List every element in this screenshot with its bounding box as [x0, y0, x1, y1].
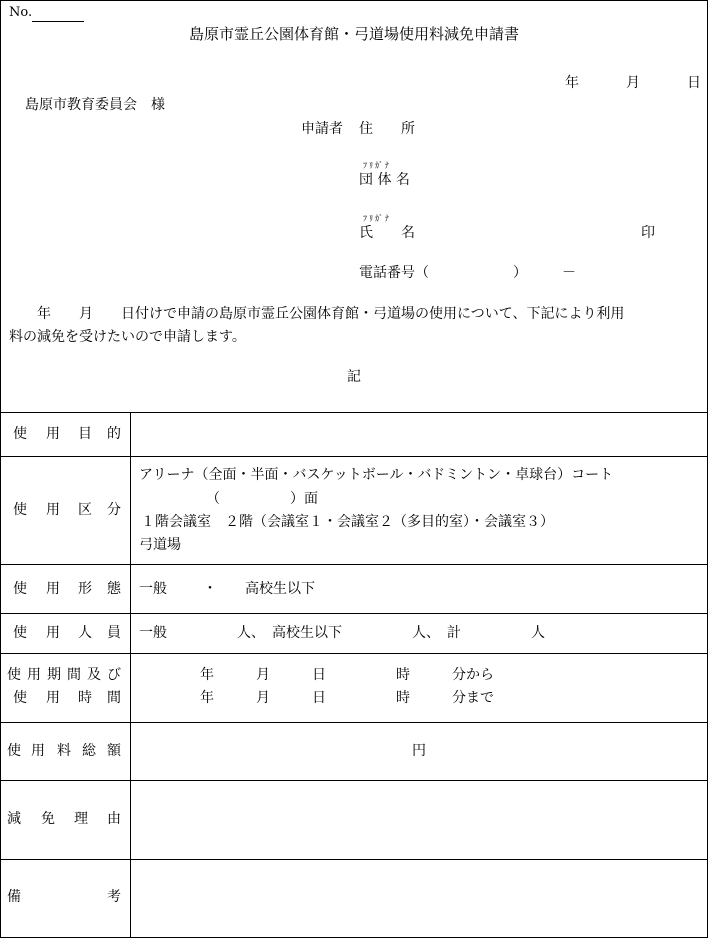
row-divider — [1, 613, 707, 614]
body-line-2: 料の減免を受けたいので申請します。 — [9, 329, 246, 345]
phone-label: 電話番号（ ） － — [359, 265, 576, 281]
date-day: 日 — [687, 75, 701, 91]
remarks-field[interactable] — [131, 860, 707, 937]
application-form: No. 島原市霊丘公園体育館・弓道場使用料減免申請書 年 月 日 島原市教育委員会 様 申請者 住 所 ﾌﾘｶﾞﾅ 団 体 名 ﾌﾘｶﾞﾅ 氏 名 印 電話番号（ ） － 年 月 日付けで申請の島原市霊丘公園体育館・弓道場の使用について、下記により利用 料の減免を受けたいので申請します。 記 使 用 目 的 使 用 区 分 アリーナ（全面・半面・バスケットボール・バドミントン・卓球台）コート （ ）面 １階会議室 ２階（会議室１・会議室２（多目的室）・会議室３） 弓道場 使 用 形 態 一般 ・ 高校生以下 使 用 人 員 一般 人、 高校生以下 人、 計 人 使 用 期 間 及 び 使 用 時 間 年 月 日 時 分から 年 月 日 時 分まで 使 用 料 総 額 円 減 免 理 由 備 考 — [0, 0, 708, 938]
people-counts: 一般 人、 高校生以下 人、 計 人 — [139, 625, 545, 641]
ki-heading: 記 — [347, 369, 361, 385]
seal-mark: 印 — [641, 225, 655, 241]
purpose-field[interactable] — [131, 413, 707, 456]
date-month: 月 — [626, 75, 640, 91]
name-furigana: ﾌﾘｶﾞﾅ — [363, 214, 391, 223]
name-label: 氏 名 — [359, 225, 415, 241]
category-courts: （ ）面 — [206, 491, 318, 507]
address-label: 住 所 — [359, 121, 415, 137]
body-line-1: 年 月 日付けで申請の島原市霊丘公園体育館・弓道場の使用について、下記により利用 — [9, 306, 625, 322]
date-year: 年 — [565, 75, 579, 91]
period-to: 年 月 日 時 分まで — [200, 690, 494, 706]
group-name-label: 団 体 名 — [359, 172, 410, 188]
document-number: No. — [9, 4, 84, 22]
form-general: 一般 — [139, 581, 167, 597]
row-divider — [1, 722, 707, 723]
fee-yen: 円 — [412, 743, 426, 759]
period-from: 年 月 日 時 分から — [200, 667, 494, 683]
applicant-label: 申請者 — [301, 121, 343, 137]
form-highschool: 高校生以下 — [245, 581, 315, 597]
row-divider — [1, 653, 707, 654]
group-furigana: ﾌﾘｶﾞﾅ — [363, 161, 391, 170]
category-arena: アリーナ（全面・半面・バスケットボール・バドミントン・卓球台）コート — [139, 467, 614, 483]
reason-field[interactable] — [131, 781, 707, 859]
form-dot: ・ — [203, 581, 217, 597]
addressee: 島原市教育委員会 様 — [25, 97, 165, 113]
row-divider — [1, 564, 707, 565]
form-title: 島原市霊丘公園体育館・弓道場使用料減免申請書 — [188, 25, 519, 43]
row-divider — [1, 456, 707, 457]
category-meeting-rooms: １階会議室 ２階（会議室１・会議室２（多目的室）・会議室３） — [141, 514, 554, 530]
category-archery: 弓道場 — [139, 537, 181, 553]
